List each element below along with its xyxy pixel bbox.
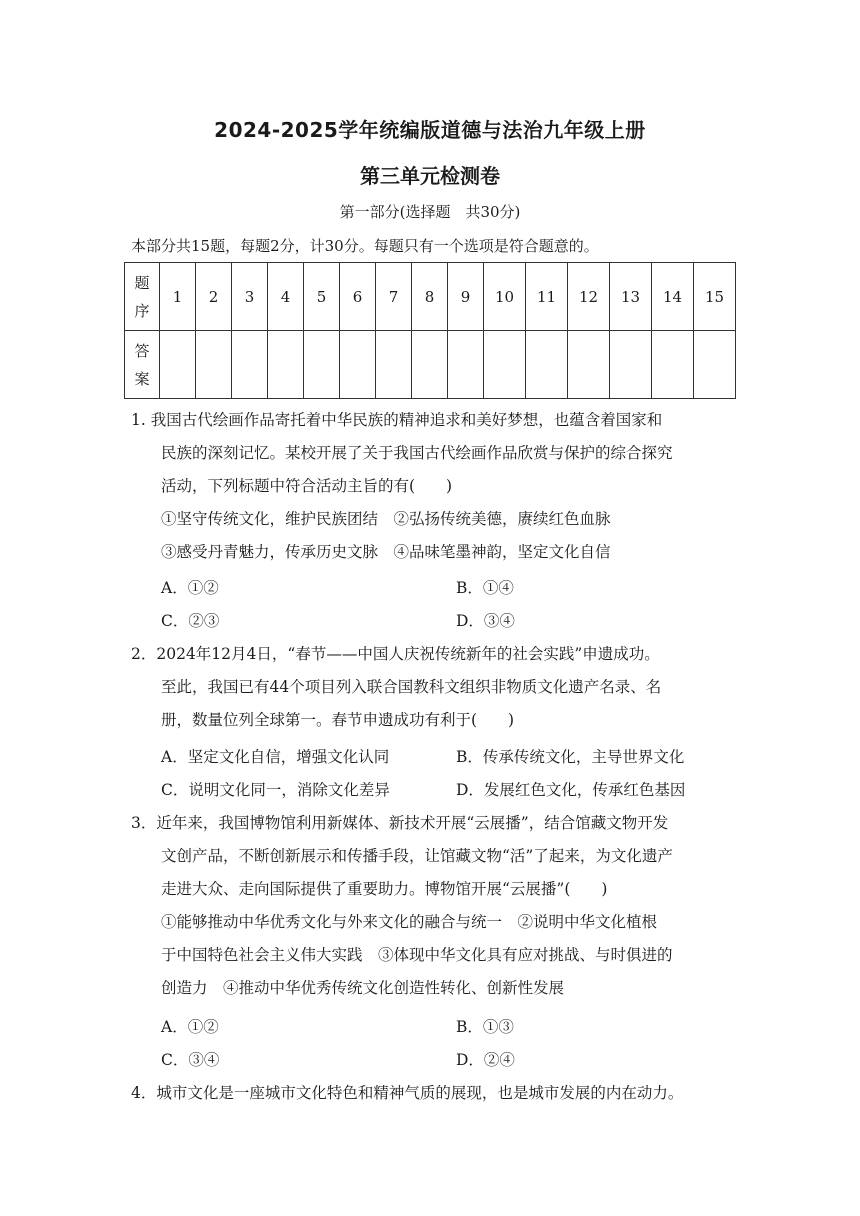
instructions: 本部分共15题，每题2分，计30分。每题只有一个选项是符合题意的。 — [131, 237, 599, 255]
question-4 — [131, 1077, 736, 1110]
part-heading: 第一部分(选择题 共30分) — [339, 203, 521, 221]
answer-cell[interactable] — [304, 331, 340, 399]
exam-title: 2024-2025学年统编版道德与法治九年级上册 — [214, 118, 646, 142]
question-stem-line: 活动，下列标题中符合活动主旨的有( ) — [161, 477, 453, 495]
row-label-answer — [125, 331, 160, 399]
option-a[interactable]: A．①② — [161, 1018, 219, 1036]
number-cell: 2 — [196, 263, 232, 331]
statement-line: ①能够推动中华优秀文化与外来文化的融合与统一 ②说明中华文化植根 — [161, 913, 658, 931]
answer-cell[interactable] — [526, 331, 568, 399]
statement-line: 创造力 ④推动中华优秀传统文化创造性转化、创新性发展 — [161, 979, 565, 997]
option-b[interactable]: B．①④ — [456, 579, 514, 597]
option-c[interactable]: C．②③ — [161, 612, 220, 630]
number-cell: 3 — [232, 263, 268, 331]
question-stem-line: 走进大众、走向国际提供了重要助力。博物馆开展“云展播”( ) — [161, 880, 608, 898]
question-stem-line: 4．城市文化是一座城市文化特色和精神气质的展现，也是城市发展的内在动力。 — [131, 1084, 684, 1102]
option-d[interactable]: D．发展红色文化，传承红色基因 — [456, 781, 686, 799]
answer-cell[interactable] — [196, 331, 232, 399]
option-c[interactable]: C．③④ — [161, 1051, 220, 1069]
answer-cell[interactable] — [160, 331, 196, 399]
question-stem-line: 1. 我国古代绘画作品寄托着中华民族的精神追求和美好梦想，也蕴含着国家和 — [131, 411, 663, 429]
label-char: 题 — [134, 273, 150, 292]
number-cell: 12 — [568, 263, 610, 331]
answer-cell[interactable] — [340, 331, 376, 399]
question-3 — [131, 807, 736, 1005]
number-cell: 13 — [610, 263, 652, 331]
number-cell: 14 — [652, 263, 694, 331]
number-cell: 10 — [484, 263, 526, 331]
number-cell: 7 — [376, 263, 412, 331]
number-cell: 8 — [412, 263, 448, 331]
question-number-row — [125, 263, 736, 331]
question-stem-line: 至此，我国已有44个项目列入联合国教科文组织非物质文化遗产名录、名 — [161, 678, 662, 696]
answer-cell[interactable] — [652, 331, 694, 399]
option-b[interactable]: B．①③ — [456, 1018, 514, 1036]
answer-cell[interactable] — [376, 331, 412, 399]
answer-row — [125, 331, 736, 399]
number-cell: 1 — [160, 263, 196, 331]
answer-cell[interactable] — [484, 331, 526, 399]
answer-cell[interactable] — [448, 331, 484, 399]
label-char: 序 — [134, 301, 150, 320]
statement-line: ③感受丹青魅力，传承历史文脉 ④品味笔墨神韵，坚定文化自信 — [161, 543, 611, 561]
number-cell: 6 — [340, 263, 376, 331]
question-stem-line: 册，数量位列全球第一。春节申遗成功有利于( ) — [161, 711, 515, 729]
answer-cell[interactable] — [232, 331, 268, 399]
answer-cell[interactable] — [610, 331, 652, 399]
number-cell: 5 — [304, 263, 340, 331]
answer-cell[interactable] — [412, 331, 448, 399]
option-b[interactable]: B．传承传统文化，主导世界文化 — [456, 748, 685, 766]
option-d[interactable]: D．②④ — [456, 1051, 515, 1069]
statement-line: 于中国特色社会主义伟大实践 ③体现中华文化具有应对挑战、与时俱进的 — [161, 946, 673, 964]
number-cell: 9 — [448, 263, 484, 331]
option-d[interactable]: D．③④ — [456, 612, 515, 630]
question-stem-line: 文创产品，不断创新展示和传播手段，让馆藏文物“活”了起来，为文化遗产 — [161, 847, 673, 865]
question-stem-line: 3．近年来，我国博物馆利用新媒体、新技术开展“云展播”，结合馆藏文物开发 — [131, 814, 669, 832]
label-char: 案 — [134, 369, 150, 388]
answer-cell[interactable] — [568, 331, 610, 399]
exam-subtitle: 第三单元检测卷 — [360, 164, 500, 188]
label-char: 答 — [134, 341, 150, 360]
option-c[interactable]: C．说明文化同一，消除文化差异 — [161, 781, 390, 799]
answer-table — [124, 262, 736, 399]
question-2 — [131, 638, 736, 737]
answer-cell[interactable] — [268, 331, 304, 399]
number-cell: 4 — [268, 263, 304, 331]
option-a[interactable]: A．①② — [161, 579, 219, 597]
answer-cell[interactable] — [694, 331, 736, 399]
question-1 — [131, 404, 736, 569]
option-a[interactable]: A．坚定文化自信，增强文化认同 — [161, 748, 390, 766]
row-label-question-number — [125, 263, 160, 331]
statement-line: ①坚守传统文化，维护民族团结 ②弘扬传统美德，赓续红色血脉 — [161, 510, 611, 528]
question-stem-line: 2．2024年12月4日，“春节——中国人庆祝传统新年的社会实践”申遗成功。 — [131, 645, 660, 663]
question-stem-line: 民族的深刻记忆。某校开展了关于我国古代绘画作品欣赏与保护的综合探究 — [161, 444, 673, 462]
number-cell: 11 — [526, 263, 568, 331]
number-cell: 15 — [694, 263, 736, 331]
